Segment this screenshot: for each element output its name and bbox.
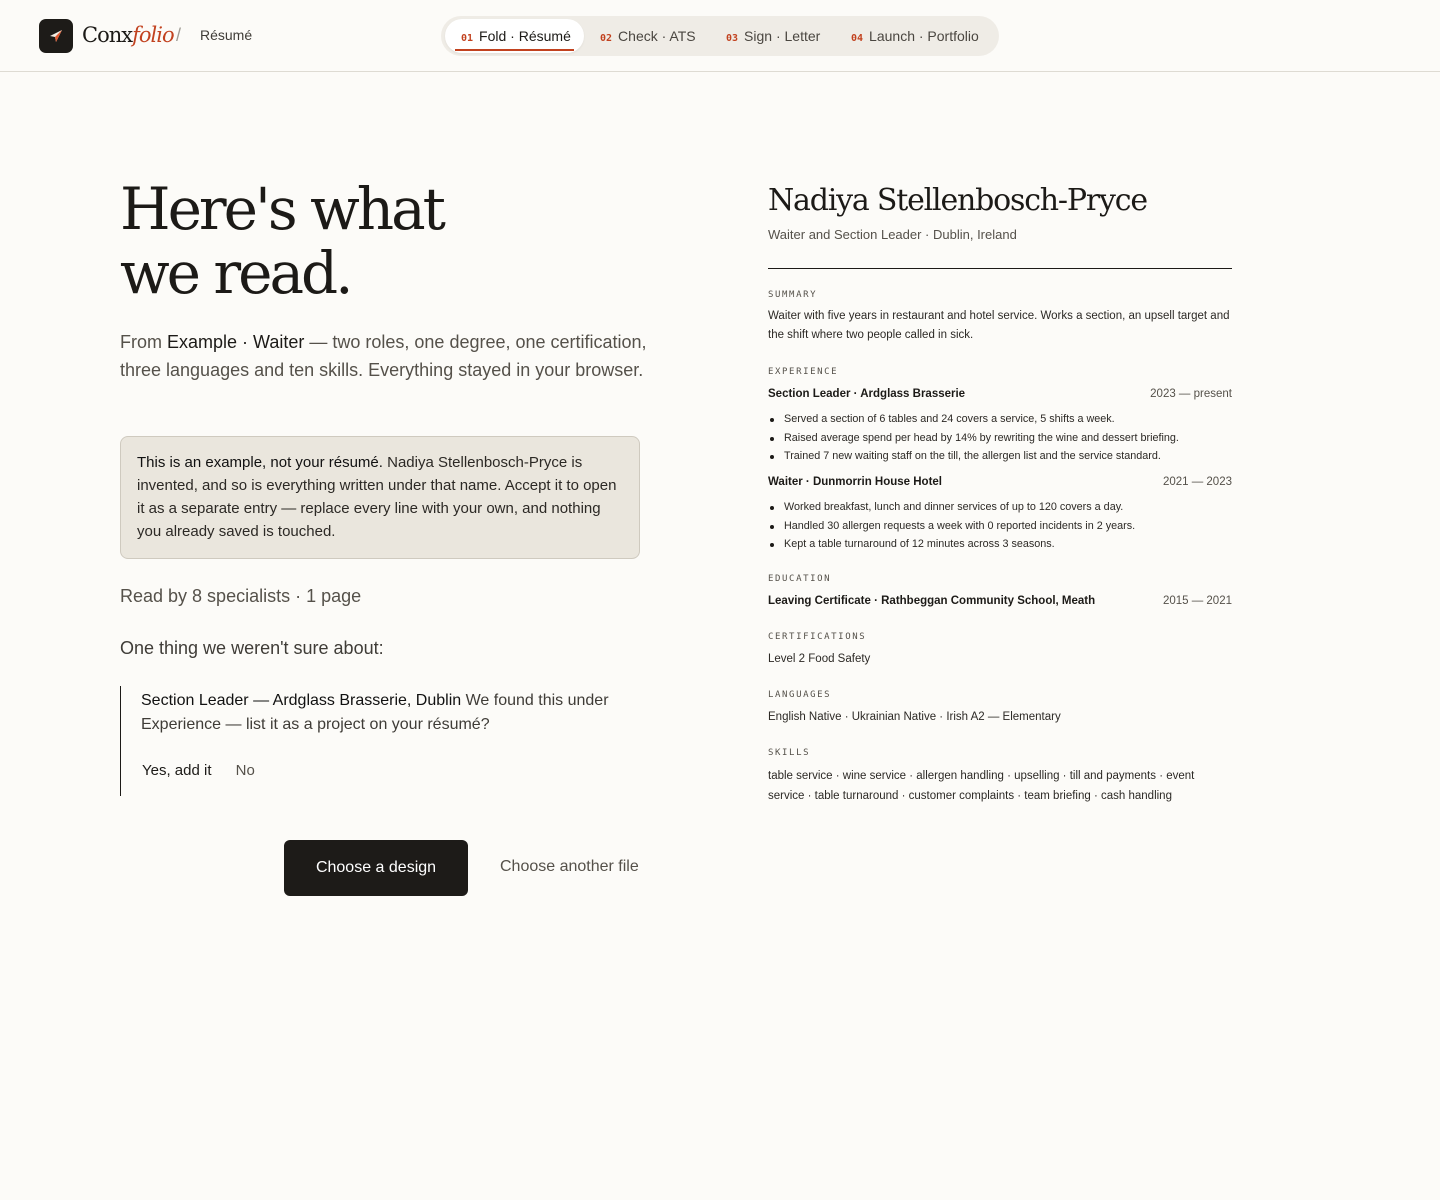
breadcrumb-current: Résumé: [200, 27, 253, 43]
tab-fold-resume[interactable]: 01 Fold · Résumé: [445, 19, 584, 53]
list-item: Handled 30 allergen requests a week with 0 reported incidents in 2 years.: [768, 517, 1232, 536]
skills-text: table service · wine service · allergen handling · upselling · till and payments · event service · table turnaround · customer complaints · team briefing · cash handling: [768, 770, 1195, 802]
active-tab-underline: [455, 49, 574, 51]
job-bullets: [768, 498, 1232, 554]
top-bar: [0, 0, 1440, 72]
logo-icon[interactable]: [39, 19, 73, 53]
job-title: Waiter · Dunmorrin House Hotel 2021 — 2023: [768, 476, 1232, 488]
list-item: Raised average spend per head by 14% by rewriting the wine and dessert briefing.: [768, 429, 1232, 448]
tab-launch-portfolio[interactable]: 04 Launch · Portfolio: [851, 28, 979, 44]
skills-heading: SKILLS: [768, 748, 811, 758]
source-name: Example · Waiter: [167, 332, 305, 352]
certifications-heading: CERTIFICATIONS: [768, 632, 867, 642]
languages-text: English Native · Ukrainian Native · Irish A2 — Elementary: [768, 711, 1061, 723]
example-notice: This is an example, not your résumé. Nadiya Stellenbosch-Pryce is invented, and so is everything written under that name. Accept it to open it as a separate entry — replace every line with your own, and nothing you already saved is touched.: [120, 436, 640, 559]
tab-sign-letter[interactable]: 03 Sign · Letter: [726, 28, 821, 44]
job-dates: 2021 — 2023: [1162, 476, 1232, 488]
question-text: Section Leader — Ardglass Brasserie, Dublin We found this under Experience — list it as a project on your résumé?: [141, 692, 609, 733]
no-button[interactable]: No: [235, 762, 255, 779]
choose-design-button[interactable]: Choose a design: [284, 840, 468, 896]
languages-heading: LANGUAGES: [768, 690, 832, 700]
education-dates: 2015 — 2021: [1162, 595, 1232, 607]
divider: [768, 268, 1232, 269]
tab-check-ats[interactable]: 02 Check · ATS: [600, 28, 696, 44]
yes-add-button[interactable]: Yes, add it: [142, 762, 212, 779]
unsure-heading: One thing we weren't sure about:: [120, 638, 384, 658]
clarification-question: [120, 686, 640, 796]
education-heading: EDUCATION: [768, 574, 832, 584]
job-title: Section Leader · Ardglass Brasserie 2023 — present: [768, 388, 1232, 400]
resume-name: Nadiya Stellenbosch-Pryce: [768, 183, 1147, 218]
choose-another-file-link[interactable]: Choose another file: [500, 858, 639, 875]
step-tabs: [441, 16, 999, 56]
education-entry: Leaving Certificate · Rathbeggan Community School, Meath 2015 — 2021: [768, 595, 1232, 607]
page-title: Here's what we read.: [120, 175, 443, 307]
experience-heading: EXPERIENCE: [768, 367, 839, 377]
resume-preview: [768, 180, 1232, 802]
certification-text: Level 2 Food Safety: [768, 653, 871, 665]
list-item: Kept a table turnaround of 12 minutes across 3 seasons.: [768, 535, 1232, 554]
intro-text: From Example · Waiter — two roles, one degree, one certification, three languages and ten skills. Everything stayed in your browser.: [120, 332, 647, 380]
job-dates: 2023 — present: [1150, 388, 1232, 400]
list-item: Trained 7 new waiting staff on the till, the allergen list and the service standard.: [768, 447, 1232, 466]
list-item: Worked breakfast, lunch and dinner services of up to 120 covers a day.: [768, 498, 1232, 517]
summary-text: Waiter with five years in restaurant and hotel service. Works a section, an upsell target and the shift where two people called in sick.: [768, 310, 1230, 341]
brand-name[interactable]: Conxfolio: [82, 23, 174, 47]
summary-heading: SUMMARY: [768, 290, 818, 300]
job-bullets: [768, 410, 1232, 466]
resume-subtitle: Waiter and Section Leader · Dublin, Ireland: [768, 227, 1017, 242]
list-item: Served a section of 6 tables and 24 covers a service, 5 shifts a week.: [768, 410, 1232, 429]
breadcrumb-separator: /: [176, 25, 182, 45]
read-by-status: Read by 8 specialists · 1 page: [120, 586, 362, 606]
